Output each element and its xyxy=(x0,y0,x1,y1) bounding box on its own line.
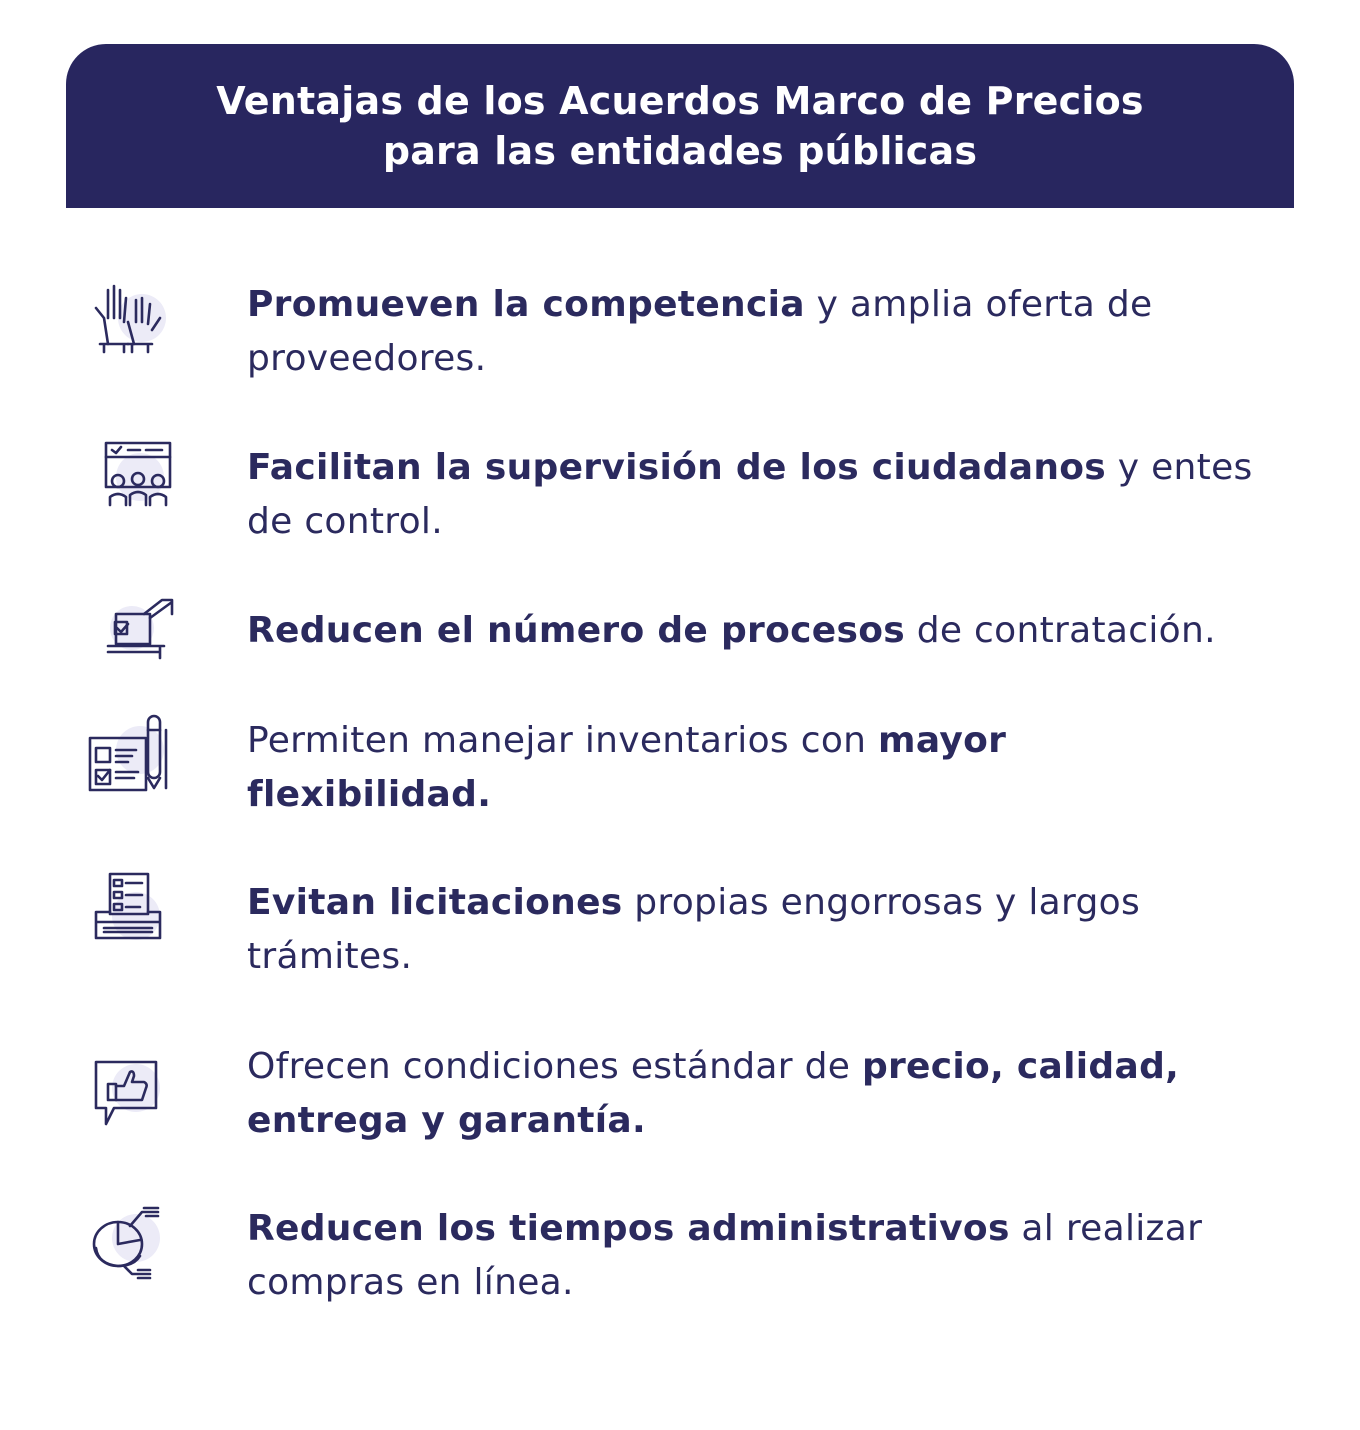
item-text: Permiten manejar inventarios con mayor flexibilidad. xyxy=(247,720,1007,815)
item-text: Evitan licitaciones propias engorrosas y largos trámites. xyxy=(247,882,1141,977)
pie-chart-icon xyxy=(84,1202,176,1294)
checklist-pencil-icon xyxy=(84,706,176,798)
audience-board-icon xyxy=(84,437,176,529)
thumbs-up-bubble-icon xyxy=(84,1044,176,1136)
item-text: Facilitan la supervisión de los ciudadanos y entes de control. xyxy=(247,447,1253,542)
header-title-line2: para las entidades públicas xyxy=(382,129,978,173)
raised-hands-icon xyxy=(84,278,176,370)
vote-checkbox-icon xyxy=(84,590,176,682)
header-banner xyxy=(66,44,1294,208)
item-text: Ofrecen condiciones estándar de precio, calidad, entrega y garantía. xyxy=(247,1046,1180,1141)
item-text: Reducen los tiempos administrativos al realizar compras en línea. xyxy=(247,1208,1203,1303)
printer-document-icon xyxy=(84,868,176,960)
header-title-line1: Ventajas de los Acuerdos Marco de Precios xyxy=(216,79,1144,123)
item-text: Promueven la competencia y amplia oferta de proveedores. xyxy=(247,284,1153,379)
item-text: Reducen el número de procesos de contratación. xyxy=(247,610,1216,651)
